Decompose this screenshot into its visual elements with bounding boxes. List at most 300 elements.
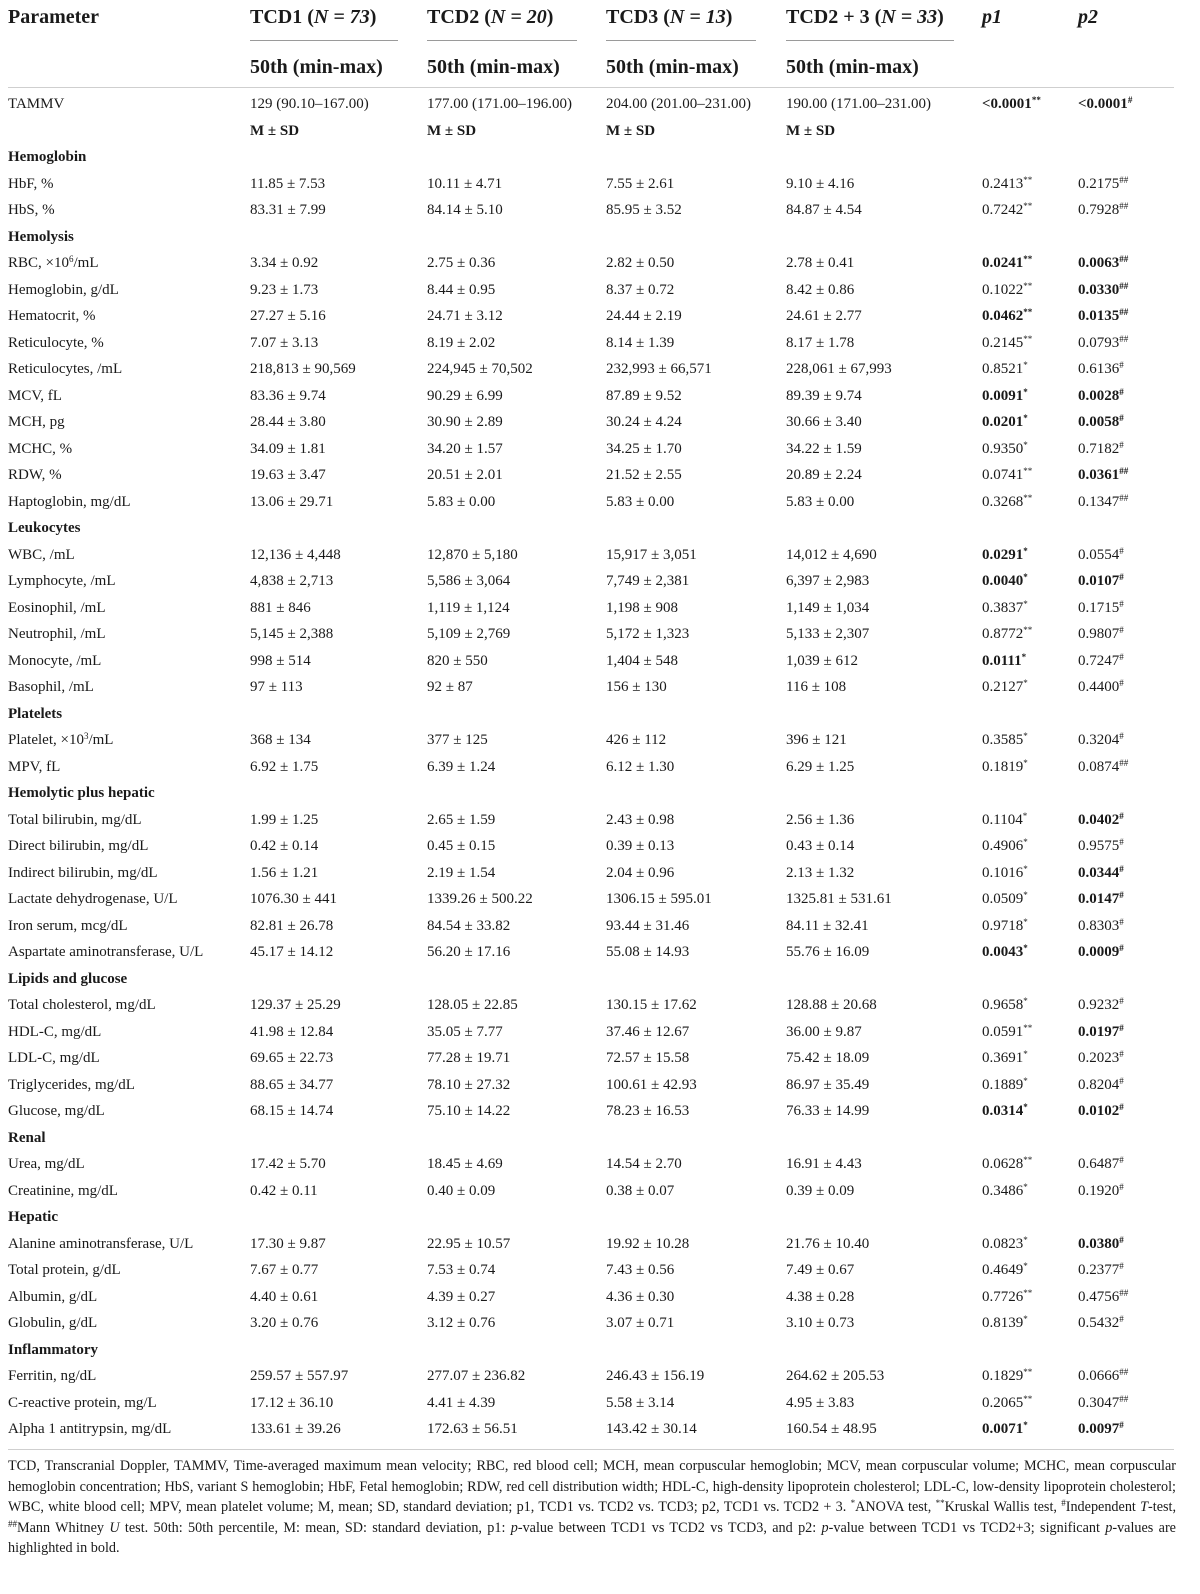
parameter-label: Globulin, g/dL <box>8 1315 98 1331</box>
cell-value: 133.61 ± 39.26 <box>250 1421 341 1437</box>
p2-test-marker: # <box>1119 863 1124 874</box>
cell-value: 34.20 ± 1.57 <box>427 440 503 457</box>
cell-value: 5,109 ± 2,769 <box>427 626 511 642</box>
p1-test-marker: * <box>1023 863 1028 874</box>
p1-value: 0.3691* <box>982 1049 1028 1066</box>
cell-value: 21.76 ± 10.40 <box>786 1235 870 1252</box>
group-name: TCD3 <box>606 6 659 28</box>
p2-value: 0.8303# <box>1078 916 1124 934</box>
cell-value: 426 ± 112 <box>606 732 667 748</box>
p1-value: 0.2145** <box>982 333 1033 351</box>
cell-value: 116 ± 108 <box>786 679 847 695</box>
p1-value: 0.8772** <box>982 625 1033 642</box>
p1-test-marker: * <box>1023 1102 1028 1112</box>
p2-test-marker: ## <box>1119 1287 1129 1298</box>
section-heading <box>0 966 1200 993</box>
parameter-label: LDL-C, mg/dL <box>8 1050 100 1066</box>
cell-value: 1,404 ± 548 <box>606 652 678 669</box>
section-heading <box>0 224 1200 251</box>
header-parameter: Parameter <box>8 6 100 28</box>
parameter-label: Neutrophil, /mL <box>8 626 106 642</box>
cell-value: 4.41 ± 4.39 <box>427 1394 496 1411</box>
footnote-abbreviations: TCD, Transcranial Doppler, TAMMV, Time-averaged maximum mean velocity; RBC, red blood cell; MCH, mean corpuscular hemoglobin; MCV, mean corpuscular volume; MCHC, mean corpuscular hemoglobin concentration; HbS, variant S hemoglobin; HbF, Fetal hemoglobin; RDW, red cell distribution width; HDL-C, high-density lipoprotein cholesterol; LDL-C, low-density lipoprotein cholesterol; WBC, white blood cell; MPV, mean platelet volume; M, mean; SD, standard deviation; p1, TCD1 vs. TCD2 vs. TCD3; p2, TCD1 vs. TCD2 + 3. <box>8 1458 1176 1515</box>
cell-value: 130.15 ± 17.62 <box>606 997 697 1013</box>
p1-value: 0.1022** <box>982 280 1033 298</box>
cell-value: 77.28 ± 19.71 <box>427 1050 511 1066</box>
p1-test-marker: ** <box>1023 1393 1033 1404</box>
parameter-label: TAMMV <box>8 96 65 112</box>
table-row <box>0 171 1200 198</box>
cell-value: 156 ± 130 <box>606 679 667 695</box>
p2-test-marker: # <box>1127 95 1133 105</box>
table-row <box>0 250 1200 277</box>
p1-value: 0.9658* <box>982 996 1028 1013</box>
p2-value: 0.0197# <box>1078 1022 1124 1040</box>
cell-value: 218,813 ± 90,569 <box>250 361 356 377</box>
cell-value: 30.24 ± 4.24 <box>606 414 682 430</box>
parameter-label: Glucose, mg/dL <box>8 1103 105 1119</box>
p2-value: 0.0097# <box>1078 1420 1124 1437</box>
parameter-label: Iron serum, mcg/dL <box>8 917 128 934</box>
parameter-label: Basophil, /mL <box>8 679 94 695</box>
table-row <box>0 1178 1200 1205</box>
cell-value: 19.92 ± 10.28 <box>606 1235 690 1252</box>
section-heading <box>0 144 1200 171</box>
cell-value: 2.75 ± 0.36 <box>427 255 496 271</box>
parameter-label: Hematocrit, % <box>8 308 96 324</box>
table-row <box>0 1310 1200 1337</box>
table-row <box>0 1151 1200 1178</box>
cell-value: 83.36 ± 9.74 <box>250 387 326 404</box>
p1-test-marker: * <box>1023 943 1028 953</box>
p2-value: 0.3047## <box>1078 1393 1129 1411</box>
p1-value: 0.0241** <box>982 254 1033 271</box>
cell-value: 37.46 ± 12.67 <box>606 1023 690 1040</box>
p1-test-marker: * <box>1023 1261 1028 1271</box>
p1-value: 0.3837* <box>982 598 1028 616</box>
p2-test-marker: ## <box>1119 466 1129 476</box>
parameter-label: RBC, $\times 10^6/mL$ <box>8 254 99 271</box>
cell-value: 10.11 ± 4.71 <box>427 175 503 192</box>
cell-value: 259.57 ± 557.97 <box>250 1368 349 1384</box>
cell-value: 128.88 ± 20.68 <box>786 997 877 1013</box>
cell-value: 5,145 ± 2,388 <box>250 626 334 642</box>
cell-value: 2.43 ± 0.98 <box>606 811 675 828</box>
cell-value: 30.90 ± 2.89 <box>427 414 503 430</box>
p1-value: 0.8521* <box>982 360 1028 377</box>
p2-test-marker: # <box>1119 996 1124 1006</box>
p2-value: 0.6487# <box>1078 1155 1124 1172</box>
table-row <box>0 1072 1200 1099</box>
cell-value: 3.34 ± 0.92 <box>250 255 319 271</box>
p1-value: 0.0823* <box>982 1234 1028 1252</box>
cell-value: 78.10 ± 27.32 <box>427 1076 511 1093</box>
p1-test-marker: * <box>1023 413 1028 423</box>
p1-value: 0.3268** <box>982 492 1033 510</box>
cell-value: 93.44 ± 31.46 <box>606 917 690 934</box>
cell-value: 30.66 ± 3.40 <box>786 414 862 430</box>
p2-test-marker: # <box>1119 1314 1124 1324</box>
p2-test-marker: # <box>1119 1049 1124 1059</box>
table-row <box>0 754 1200 781</box>
p2-value: 0.0063## <box>1078 254 1129 271</box>
cell-value: 129 (90.10–167.00) <box>250 96 369 112</box>
cell-value: 86.97 ± 35.49 <box>786 1076 870 1093</box>
cell-value: 143.42 ± 30.14 <box>606 1421 697 1437</box>
group-n: N = 33 <box>881 6 938 28</box>
cell-value: 396 ± 121 <box>786 732 847 748</box>
cell-value: 28.44 ± 3.80 <box>250 414 326 430</box>
p2-value: 0.3204# <box>1078 731 1124 748</box>
p1-value: 0.0314* <box>982 1102 1028 1119</box>
cell-value: 1.99 ± 1.25 <box>250 811 319 828</box>
cell-value: 12,870 ± 5,180 <box>427 546 518 563</box>
p1-test-marker: * <box>1023 1420 1028 1430</box>
header-underline <box>786 40 954 41</box>
cell-value: 0.43 ± 0.14 <box>786 838 855 854</box>
parameter-label: Reticulocytes, /mL <box>8 361 123 377</box>
cell-value: 0.40 ± 0.09 <box>427 1182 496 1199</box>
header-stat-label: 50th (min-max) <box>250 56 383 78</box>
p2-value: 0.0135## <box>1078 307 1129 324</box>
p2-value: 0.7928## <box>1078 201 1129 218</box>
table-row <box>0 860 1200 887</box>
cell-value: 1,039 ± 612 <box>786 652 858 669</box>
cell-value: 13.06 ± 29.71 <box>250 493 334 510</box>
p1-value: 0.2413** <box>982 174 1033 192</box>
parameter-label: Albumin, g/dL <box>8 1288 98 1305</box>
cell-value: 129.37 ± 25.29 <box>250 997 341 1013</box>
p1-value: 0.3486* <box>982 1181 1028 1199</box>
p1-test-marker: ** <box>1023 307 1033 317</box>
p2-value: 0.2175## <box>1078 174 1129 192</box>
p2-value: 0.0793## <box>1078 333 1129 351</box>
p1-value: 0.0043* <box>982 943 1028 960</box>
p1-test-marker: ** <box>1023 174 1033 185</box>
p2-test-marker: # <box>1119 1155 1124 1165</box>
cell-value: 0.42 ± 0.14 <box>250 838 319 854</box>
p2-value: 0.9807# <box>1078 625 1124 642</box>
cell-value: 6.29 ± 1.25 <box>786 758 855 775</box>
cell-value: 84.54 ± 33.82 <box>427 917 511 934</box>
cell-value: 128.05 ± 22.85 <box>427 997 518 1013</box>
cell-value: 11.85 ± 7.53 <box>250 175 326 192</box>
p2-value: 0.0344# <box>1078 863 1124 881</box>
section-label: Lipids and glucose <box>8 970 128 987</box>
cell-value: 1339.26 ± 500.22 <box>427 891 533 907</box>
cell-value: 18.45 ± 4.69 <box>427 1156 503 1172</box>
footnote-mannwhitney: Mann Whitney <box>17 1519 110 1536</box>
p2-test-marker: ## <box>1119 1393 1129 1404</box>
section-label: Inflammatory <box>8 1341 98 1358</box>
cell-value: 75.42 ± 18.09 <box>786 1050 870 1066</box>
header-bottom-rule <box>8 87 1174 88</box>
table-row <box>0 674 1200 701</box>
p1-test-marker: * <box>1023 837 1028 847</box>
cell-value: 21.52 ± 2.55 <box>606 467 682 483</box>
cell-value: 5,133 ± 2,307 <box>786 626 870 642</box>
cell-value: 88.65 ± 34.77 <box>250 1076 334 1093</box>
cell-value: 0.38 ± 0.07 <box>606 1182 675 1199</box>
p2-value: 0.0102# <box>1078 1102 1124 1119</box>
p2-test-marker: ## <box>1119 254 1129 264</box>
cell-value: 6.12 ± 1.30 <box>606 758 675 775</box>
group-n: N = 20 <box>490 6 547 28</box>
p1-value: 0.0591** <box>982 1022 1033 1040</box>
parameter-label: HbS, % <box>8 202 55 218</box>
cell-value: 20.89 ± 2.24 <box>786 467 862 483</box>
cell-value: 34.25 ± 1.70 <box>606 440 682 457</box>
p2-value: 0.0058# <box>1078 413 1124 430</box>
p1-value: 0.0071* <box>982 1420 1028 1437</box>
parameter-label: Total bilirubin, mg/dL <box>8 811 142 828</box>
cell-value: 2.65 ± 1.59 <box>427 811 496 828</box>
table-row <box>0 277 1200 304</box>
header-underline <box>427 40 577 41</box>
parameter-label: Aspartate aminotransferase, U/L <box>8 944 204 960</box>
p1-test-marker: * <box>1023 572 1028 582</box>
p1-test-marker: ** <box>1023 625 1033 635</box>
p1-value: 0.0741** <box>982 466 1033 483</box>
cell-value: 92 ± 87 <box>427 679 473 695</box>
cell-value: 20.51 ± 2.01 <box>427 467 503 483</box>
msd-label: M ± SD <box>606 122 656 139</box>
cell-value: 264.62 ± 205.53 <box>786 1368 885 1384</box>
p2-value: 0.9575# <box>1078 837 1124 854</box>
p1-value: 0.9350* <box>982 439 1028 457</box>
parameter-label: Lymphocyte, /mL <box>8 573 116 589</box>
p1-test-marker: ** <box>1031 95 1041 105</box>
section-label: Hemoglobin <box>8 149 87 165</box>
cell-value: 998 ± 514 <box>250 652 311 669</box>
msd-label: M ± SD <box>250 122 300 139</box>
p2-value: 0.0107# <box>1078 572 1124 589</box>
cell-value: 5.83 ± 0.00 <box>427 493 496 510</box>
p1-test-marker: * <box>1021 651 1027 662</box>
p1-test-marker: * <box>1023 598 1028 609</box>
parameter-label: Alanine aminotransferase, U/L <box>8 1235 194 1252</box>
cell-value: 89.39 ± 9.74 <box>786 387 862 404</box>
group-name: TCD2 <box>427 6 480 28</box>
parameter-label: Direct bilirubin, mg/dL <box>8 838 149 854</box>
p1-test-marker: ** <box>1023 492 1033 503</box>
parameter-label: Indirect bilirubin, mg/dL <box>8 864 158 881</box>
footnote-ttest: Independent <box>1065 1499 1141 1515</box>
p2-test-marker: # <box>1119 1102 1124 1112</box>
table-footnote: TCD, Transcranial Doppler, TAMMV, Time-averaged maximum mean velocity; RBC, red blood cell; MCH, mean corpuscular hemoglobin; MCV, mean corpuscular volume; MCHC, mean corpuscular hemoglobin concentration; HbS, variant S hemoglobin; HbF, Fetal hemoglobin; RDW, red cell distribution width; HDL-C, high-density lipoprotein cholesterol; LDL-C, low-density lipoprotein cholesterol; WBC, white blood cell; MPV, mean platelet volume; M, mean; SD, standard deviation; p1, TCD1 vs. TCD2 vs. TCD3; p2, TCD1 vs. TCD2 + 3. *ANOVA test, **Kruskal Wallis test, #Independent T-test, ##Mann Whitney U test. 50th: 50th percentile, M: mean, SD: standard deviation, p1: p-value between TCD1 vs TCD2 vs TCD3, and p2: p-value between TCD1 vs TCD2+3; significant p-values are highlighted in bold. <box>8 1458 1177 1556</box>
p1-value: 0.1889* <box>982 1075 1028 1093</box>
p1-value: <0.0001** <box>982 95 1041 112</box>
section-heading <box>0 1125 1200 1152</box>
parameter-label: WBC, /mL <box>8 546 75 563</box>
p2-value: 0.9232# <box>1078 996 1124 1013</box>
cell-value: 72.57 ± 15.58 <box>606 1050 690 1066</box>
table-row <box>0 436 1200 463</box>
table-row <box>0 913 1200 940</box>
cell-value: 8.19 ± 2.02 <box>427 334 496 351</box>
table-row <box>0 303 1200 330</box>
table-row <box>0 409 1200 436</box>
p1-value: 0.0111* <box>982 651 1027 669</box>
parameter-label: Alpha 1 antitrypsin, mg/dL <box>8 1421 172 1437</box>
p1-value: 0.2065** <box>982 1393 1033 1411</box>
p2-value: 0.1715# <box>1078 598 1124 616</box>
p2-test-marker: # <box>1119 1022 1124 1033</box>
cell-value: 3.10 ± 0.73 <box>786 1315 855 1331</box>
parameter-label: Reticulocyte, % <box>8 334 104 351</box>
cell-value: 90.29 ± 6.99 <box>427 387 503 404</box>
p1-value: 0.0201* <box>982 413 1028 430</box>
table-row <box>0 462 1200 489</box>
cell-value: 1.56 ± 1.21 <box>250 864 319 881</box>
parameter-label: RDW, % <box>8 467 62 483</box>
table-row <box>0 727 1200 754</box>
cell-value: 8.17 ± 1.78 <box>786 334 855 351</box>
parameter-label: MPV, fL <box>8 758 61 775</box>
section-label: Leukocytes <box>8 520 81 536</box>
cell-value: 22.95 ± 10.57 <box>427 1235 511 1252</box>
p2-test-marker: # <box>1119 890 1124 900</box>
p2-test-marker: # <box>1119 837 1124 847</box>
p1-value: 0.1819* <box>982 757 1028 775</box>
cell-value: 160.54 ± 48.95 <box>786 1421 877 1437</box>
cell-value: 24.44 ± 2.19 <box>606 308 682 324</box>
parameter-label: HbF, % <box>8 175 54 192</box>
p1-test-marker: ** <box>1023 254 1033 264</box>
msd-label: M ± SD <box>427 122 477 139</box>
p1-test-marker: * <box>1023 1314 1028 1324</box>
header-underline <box>606 40 756 41</box>
p1-value: 0.0291* <box>982 545 1028 563</box>
parameter-label: Triglycerides, mg/dL <box>8 1076 135 1093</box>
cell-value: 24.71 ± 3.12 <box>427 308 503 324</box>
parameter-label: Eosinophil, /mL <box>8 599 106 616</box>
parameter-label: Monocyte, /mL <box>8 652 102 669</box>
p2-test-marker: ## <box>1119 201 1129 211</box>
table-row <box>0 542 1200 569</box>
p1-test-marker: * <box>1023 1075 1028 1086</box>
cell-value: 24.61 ± 2.77 <box>786 308 862 324</box>
table-row <box>0 197 1200 224</box>
p1-test-marker: ** <box>1023 1022 1033 1033</box>
msd-subheader <box>0 118 1200 145</box>
cell-value: 56.20 ± 17.16 <box>427 944 511 960</box>
section-label: Hepatic <box>8 1209 58 1225</box>
cell-value: 4.38 ± 0.28 <box>786 1288 855 1305</box>
p2-test-marker: # <box>1119 651 1124 662</box>
p1-value: 0.7242** <box>982 201 1033 218</box>
cell-value: 69.65 ± 22.73 <box>250 1050 334 1066</box>
parameter-label: MCHC, % <box>8 440 73 457</box>
p1-test-marker: ** <box>1023 201 1033 211</box>
cell-value: 27.27 ± 5.16 <box>250 308 326 324</box>
p2-test-marker: # <box>1119 360 1124 370</box>
cell-value: 0.42 ± 0.11 <box>250 1182 318 1199</box>
p1-test-marker: * <box>1023 731 1028 741</box>
cell-value: 3.12 ± 0.76 <box>427 1315 496 1331</box>
cell-value: 1,198 ± 908 <box>606 599 678 616</box>
cell-value: 8.42 ± 0.86 <box>786 281 855 298</box>
parameter-label: HDL-C, mg/dL <box>8 1023 102 1040</box>
p2-value: 0.0009# <box>1078 943 1124 960</box>
parameter-label: Lactate dehydrogenase, U/L <box>8 891 178 907</box>
p1-test-marker: * <box>1023 1049 1028 1059</box>
group-n: N = 13 <box>669 6 726 28</box>
p2-value: 0.4756## <box>1078 1287 1129 1305</box>
p2-test-marker: ## <box>1119 1367 1129 1377</box>
table-row <box>0 595 1200 622</box>
cell-value: 14.54 ± 2.70 <box>606 1156 682 1172</box>
p2-test-marker: # <box>1119 413 1124 423</box>
cell-value: 0.39 ± 0.09 <box>786 1182 855 1199</box>
cell-value: 4.39 ± 0.27 <box>427 1288 496 1305</box>
p2-value: 0.6136# <box>1078 360 1124 377</box>
cell-value: 3.20 ± 0.76 <box>250 1315 319 1331</box>
table-row <box>0 568 1200 595</box>
cell-value: 0.45 ± 0.15 <box>427 838 496 854</box>
cell-value: 83.31 ± 7.99 <box>250 202 326 218</box>
cell-value: 277.07 ± 236.82 <box>427 1368 526 1384</box>
p2-value: 0.4400# <box>1078 678 1124 695</box>
section-heading <box>0 515 1200 542</box>
table-row <box>0 1257 1200 1284</box>
parameter-label: Hemoglobin, g/dL <box>8 281 119 298</box>
p1-test-marker: * <box>1023 678 1028 688</box>
p2-value: 0.0402# <box>1078 810 1124 828</box>
cell-value: 1306.15 ± 595.01 <box>606 891 712 907</box>
p2-value: 0.0028# <box>1078 386 1124 404</box>
p2-test-marker: ## <box>1119 280 1129 291</box>
cell-value: 34.09 ± 1.81 <box>250 440 326 457</box>
p1-value: 0.8139* <box>982 1314 1028 1331</box>
parameter-label: Ferritin, ng/dL <box>8 1368 97 1384</box>
cell-value: 2.82 ± 0.50 <box>606 255 675 271</box>
section-label: Platelets <box>8 705 63 722</box>
section-label: Hemolytic plus hepatic <box>8 785 155 801</box>
p2-value: 0.0361## <box>1078 466 1129 483</box>
header-stat-label: 50th (min-max) <box>786 56 919 78</box>
table-row <box>0 1416 1200 1443</box>
cell-value: 2.56 ± 1.36 <box>786 811 855 828</box>
cell-value: 7.07 ± 3.13 <box>250 334 319 351</box>
msd-label: M ± SD <box>786 122 836 139</box>
cell-value: 7,749 ± 2,381 <box>606 573 690 589</box>
cell-value: 5.83 ± 0.00 <box>786 493 855 510</box>
p1-test-marker: * <box>1023 757 1028 768</box>
table-row <box>0 1284 1200 1311</box>
cell-value: 7.67 ± 0.77 <box>250 1262 319 1278</box>
cell-value: 0.39 ± 0.13 <box>606 838 675 854</box>
p2-value: 0.0380# <box>1078 1234 1124 1252</box>
p1-value: 0.3585* <box>982 731 1028 748</box>
cell-value: 14,012 ± 4,690 <box>786 546 877 563</box>
cell-value: 16.91 ± 4.43 <box>786 1156 862 1172</box>
table-row <box>0 1045 1200 1072</box>
p1-value: 0.0462** <box>982 307 1033 324</box>
parameter-label: MCH, pg <box>8 414 65 430</box>
parameter-label: Urea, mg/dL <box>8 1156 85 1172</box>
header-p1: p1 <box>982 6 1002 28</box>
header-group-tcd2-3: TCD2 + 3 (N = 33) <box>786 6 944 28</box>
cell-value: 204.00 (201.00–231.00) <box>606 96 751 112</box>
p2-test-marker: ## <box>1119 333 1129 344</box>
parameter-label: C-reactive protein, mg/L <box>8 1394 157 1411</box>
cell-value: 881 ± 846 <box>250 599 311 616</box>
cell-value: 87.89 ± 9.52 <box>606 387 682 404</box>
p1-test-marker: ** <box>1023 280 1033 291</box>
cell-value: 55.76 ± 16.09 <box>786 944 870 960</box>
footnote-anova: ANOVA test, <box>855 1499 936 1515</box>
